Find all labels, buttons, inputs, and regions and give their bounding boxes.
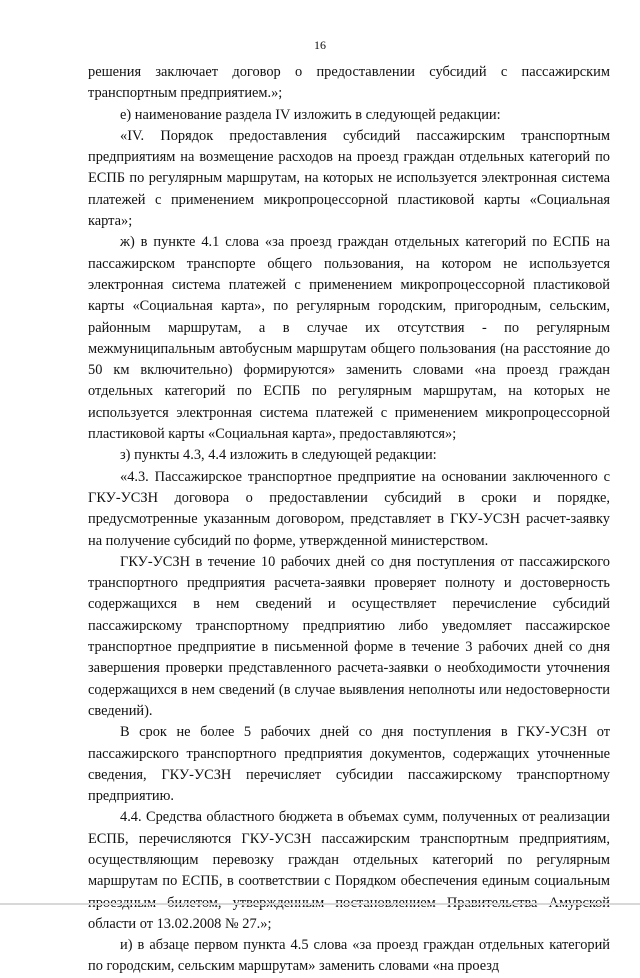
paragraph-transfer-term: В срок не более 5 рабочих дней со дня поступления в ГКУ-УСЗН от пассажирского транспортного предприятия документов, содержащих уточненные сведения, ГКУ-УСЗН перечисляет субсидии пассажирскому транспортному предприятию.: [88, 724, 610, 805]
paragraph-continuation: решения заключает договор о предоставлении субсидий с пассажирским транспортным предприятием.»;: [88, 64, 610, 102]
page-number: 16: [314, 38, 326, 52]
paragraph-item-zh: ж) в пункте 4.1 слова «за проезд граждан отдельных категорий по ЕСПБ на пассажирском транспорте общего пользования, на котором не используется электронная система платежей с применением микропроцессорной пластиковой карты «Социальная карта», по регулярным городским, пригородным, сельским, районным маршрутам, а в случае их отсутствия - по регулярным межмуниципальным автобусным маршрутам общего пользования (на расстояние до 50 км включительно) формируются» заменить словами «на проезд граждан отдельных категорий по ЕСПБ по регулярным маршрутам, на которых не используется электронная система платежей с применением микропроцессорной пластиковой карты «Социальная карта», предоставляются»;: [88, 234, 610, 443]
paragraph-item-z: з) пункты 4.3, 4.4 изложить в следующей редакции:: [120, 447, 437, 464]
document-body: [88, 62, 610, 978]
paragraph-gku-review: ГКУ-УСЗН в течение 10 рабочих дней со дня поступления от пассажирского транспортного предприятия расчета-заявки проверяет полноту и достоверность содержащихся в нем сведений и осуществляет перечисление субсидий пассажирскому транспортному предприятию либо уведомляет пассажирское транспортное предприятие в письменной форме в течение 3 рабочих дней со дня завершения проверки представленного расчета-заявки о необходимости уточнения содержащихся в нем сведений (в случае выявления неполноты или недостоверности сведений).: [88, 553, 610, 719]
paragraph-item-e: е) наименование раздела IV изложить в следующей редакции:: [120, 106, 501, 123]
paragraph-section-iv-title: «IV. Порядок предоставления субсидий пассажирским транспортным предприятиям на возмещение расходов на проезд граждан отдельных категорий по ЕСПБ по регулярным маршрутам, на которых не используется электронная система платежей с применением микропроцессорной пластиковой карты «Социальная карта»;: [88, 127, 610, 230]
paragraph-clause-4-3: «4.3. Пассажирское транспортное предприятие на основании заключенного с ГКУ-УСЗН договора о предоставлении субсидий в сроки и порядке, предусмотренные указанным договором, представляет в ГКУ-УСЗН расчет-заявку на получение субсидий по форме, утвержденной министерством.: [88, 468, 610, 549]
paragraph-item-i: и) в абзаце первом пункта 4.5 слова «за проезд граждан отдельных категорий по городским, сельским маршрутам» заменить словами «на проезд: [88, 937, 610, 975]
paragraph-clause-4-4: 4.4. Средства областного бюджета в объемах сумм, полученных от реализации ЕСПБ, перечисляются ГКУ-УСЗН пассажирским транспортным предприятиям, осуществляющим перевозку граждан отдельных категорий по регулярным маршрутам по ЕСПБ, в соответствии с Порядком обеспечения единым социальным области от 13.02.2008 № 27.»;: [88, 809, 610, 932]
